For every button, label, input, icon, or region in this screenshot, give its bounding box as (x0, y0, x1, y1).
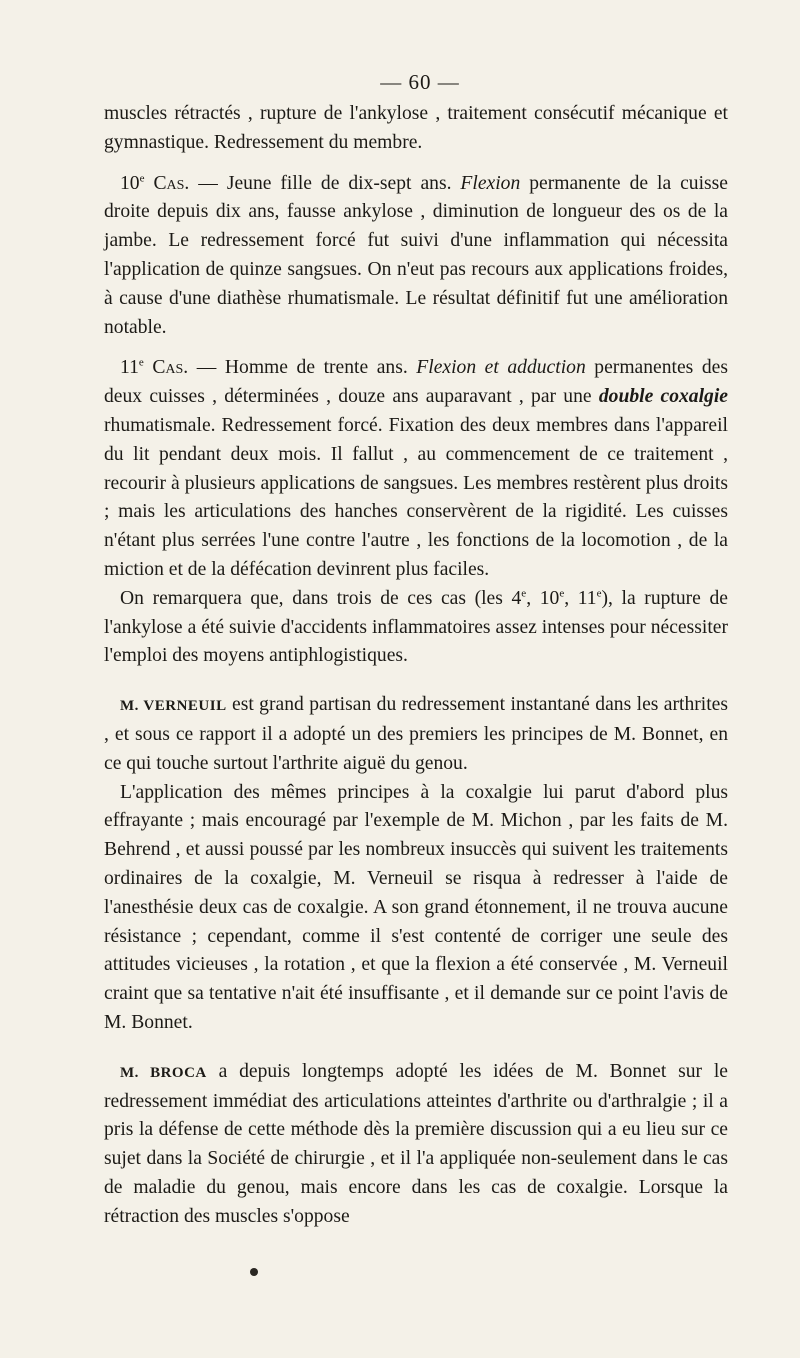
remark-sup-1: e (521, 587, 527, 600)
paragraph-continuation: muscles rétractés , rupture de l'ankylose , traitement consécutif mécanique et gymnastique. Redressement du membre. (104, 103, 728, 153)
case-10-text-1: — Jeune fille de dix-sept ans. (189, 172, 461, 194)
case-11-double-coxalgie: double coxalgie (598, 386, 728, 408)
case-10-sup: e (139, 172, 145, 185)
case-11-paragraph (104, 354, 728, 584)
remark-sup-3: e (596, 587, 602, 600)
broca-name: M. BROCA (120, 1064, 207, 1081)
broca-paragraph (104, 1058, 728, 1232)
case-10-number: 10 (120, 172, 140, 194)
case-10-flexion: Flexion (460, 172, 521, 194)
case-11-label: Cas. (152, 357, 189, 379)
ink-spot (250, 1268, 258, 1276)
case-10-paragraph (104, 170, 728, 343)
case-11-text-3: rhumatismale. Redressement forcé. Fixation des deux membres dans l'appareil du lit pendant deux mois. Il fallut , au commencement de ce traitement , recourir à plusieurs applications de sangsues. Les membres restèrent plus droits ; mais les articulations des hanches conservèrent de la rigidité. Les cuisses n'étant plus serrées l'une contre l'autre , les fonctions de la locomotion , de la miction et de la défécation devinrent plus faciles. (104, 414, 728, 580)
case-10-label: Cas. (153, 172, 190, 194)
case-11-text-2: permanentes des deux cuisses , déterminées , douze ans auparavant , par une (104, 357, 728, 408)
case-10-text-2: permanente de la cuisse droite depuis dix ans, fausse ankylose , diminution de longueur des os de la jambe. Le redressement forcé fut suivi d'une inflammation qui nécessita l'application de quinze sangsues. On n'eut pas recours aux applications froides, à cause d'une diathèse rhumatismale. Le résultat définitif fut une amélioration notable. (104, 172, 728, 338)
case-11-number: 11 (120, 357, 139, 379)
verneuil-paragraph (104, 691, 728, 778)
page-number: — 60 — (380, 70, 460, 94)
verneuil-paragraph-2: L'application des mêmes principes à la coxalgie lui parut d'abord plus effrayante ; mais encouragé par l'exemple de M. Michon , par les faits de M. Behrend , et aussi poussé par les nombreux insuccès qui suivent les traitements ordinaires de la coxalgie, M. Verneuil se risqua à redresser à l'aide de l'anesthésie deux cas de coxalgie. A son grand étonnement, il ne trouva aucune résistance ; cependant, comme il s'est contenté de corriger une seule des attitudes vicieuses , la rotation , et que la flexion a été conservée , M. Verneuil craint que sa tentative n'ait été insuffisante , et il demande sur ce point l'avis de M. Bonnet. (104, 781, 728, 1033)
remark-sup-2: e (559, 587, 565, 600)
remark-paragraph (104, 585, 728, 671)
broca-text-1: a depuis longtemps adopté les idées de M. Bonnet sur le redressement immédiat des articulations atteintes d'arthrite ou d'arthralgie ; il a pris la défense de cette méthode dès la première discussion qui a eu lieu sur ce sujet dans la Société de chirurgie , et il l'a appliquée non-seulement dans le cas de maladie du genou, mais encore dans les cas de coxalgie. Lorsque la rétraction des muscles s'oppose (104, 1060, 728, 1227)
remark-text-3: , 11 (564, 587, 597, 609)
body-text (104, 100, 728, 1231)
case-11-text-1: — Homme de trente ans. (188, 357, 417, 379)
case-11-flexion-adduction: Flexion et adduction (416, 357, 586, 379)
verneuil-name: M. VERNEUIL (120, 698, 227, 715)
remark-text-4: ), la rupture de l'ankylose a été suivie d'accidents inflammatoires assez intenses pour nécessiter l'emploi des moyens antiphlogistiques. (104, 587, 728, 667)
remark-text-1: On remarquera que, dans trois de ces cas (les 4 (120, 587, 522, 609)
verneuil-text-1: est grand partisan du redressement instantané dans les arthrites , et sous ce rapport il a adopté un des premiers les principes de M. Bonnet, en ce qui touche surtout l'arthrite aiguë du genou. (104, 694, 728, 774)
remark-text-2: , 10 (526, 587, 560, 609)
case-11-sup: e (138, 356, 144, 369)
